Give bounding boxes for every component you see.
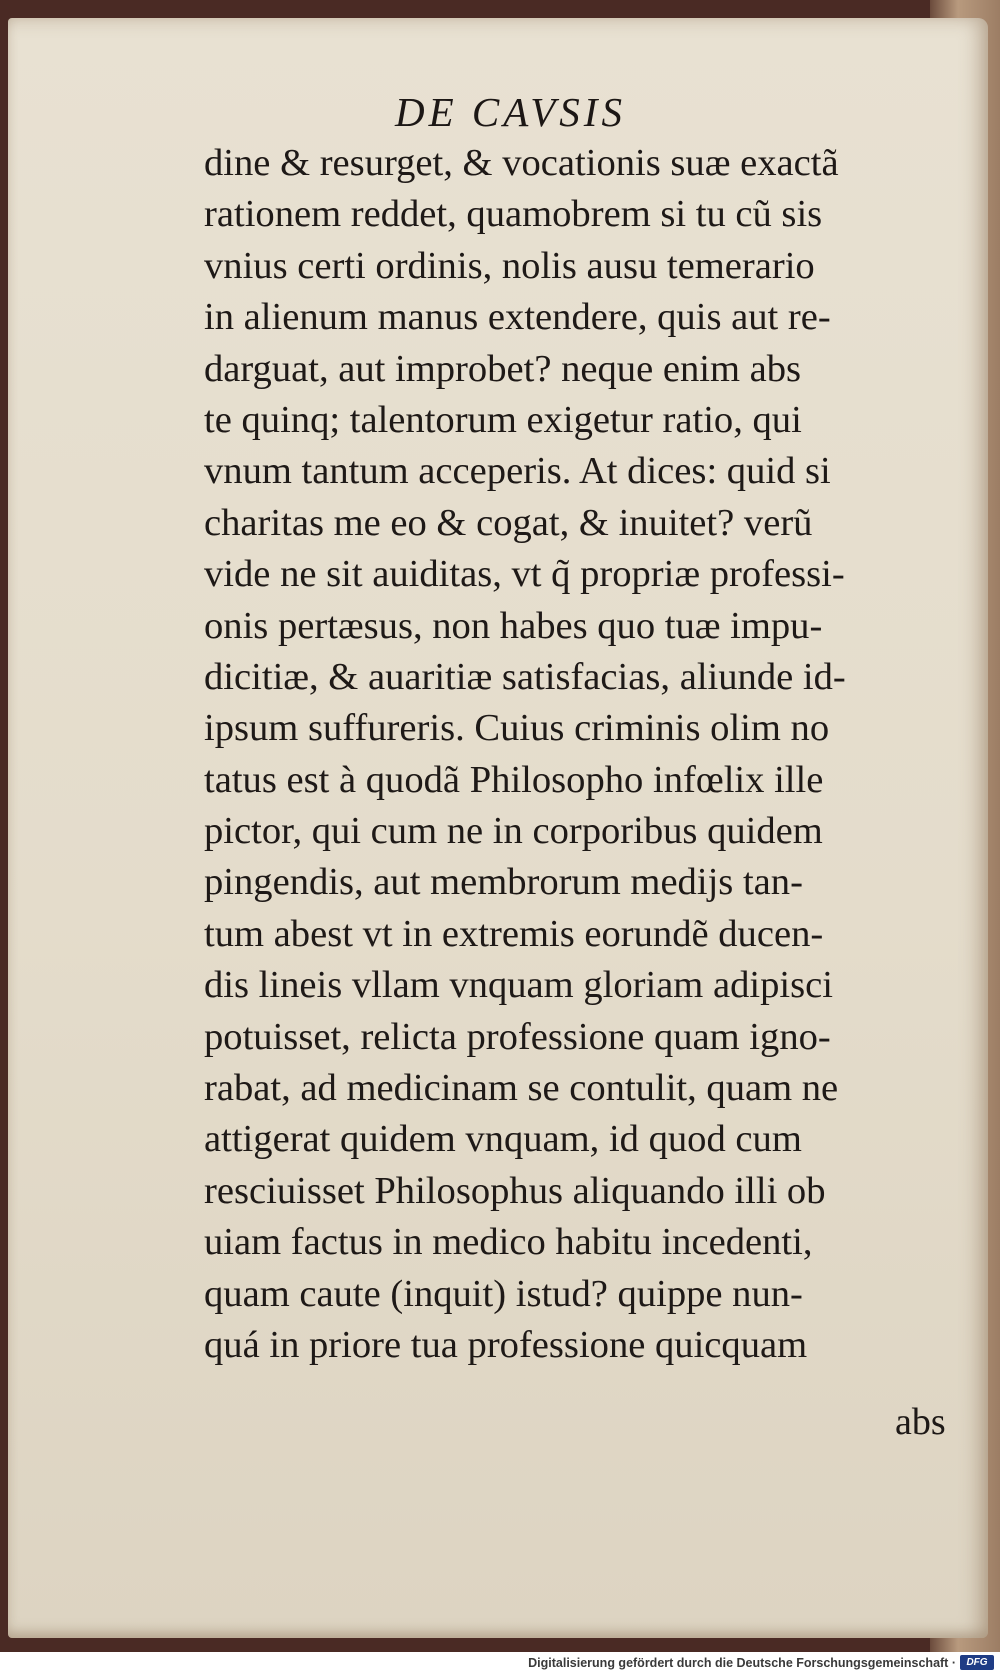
text-line: quá in priore tua professione quicquam (204, 1323, 808, 1366)
text-line: dis lineis vllam vnquam gloriam adipisci (204, 964, 833, 1007)
text-line: rationem reddet, quamobrem si tu cũ sis (204, 193, 823, 236)
text-line: in alienum manus extendere, quis aut re- (204, 296, 831, 339)
text-line: vnius certi ordinis, nolis ausu temerario (204, 244, 815, 287)
text-line: ipsum suffureris. Cuius criminis olim no (204, 707, 830, 750)
running-head: DE CAVSIS (395, 89, 626, 135)
text-line: vnum tantum acceperis. At dices: quid si (204, 450, 831, 493)
text-line: vide ne sit auiditas, vt q̃ propriæ professi- (204, 553, 845, 596)
text-line: pingendis, aut membrorum medijs tan- (204, 861, 803, 904)
text-line: attigerat quidem vnquam, id quod cum (204, 1118, 802, 1161)
text-line: te quinq; talentorum exigetur ratio, qui (204, 398, 802, 441)
text-line: dine & resurget, & vocationis suæ exactã (204, 142, 839, 184)
text-line: quam caute (inquit) istud? quippe nun- (204, 1272, 803, 1315)
page-text (204, 138, 974, 1371)
text-line: uiam factus in medico habitu incedenti, (204, 1221, 813, 1264)
text-line: dicitiæ, & auaritiæ satisfacias, aliunde id- (204, 655, 846, 698)
text-line: charitas me eo & cogat, & inuitet? verũ (204, 501, 813, 544)
footer-credit: Digitalisierung gefördert durch die Deutsche Forschungsgemeinschaft · (528, 1656, 956, 1670)
text-line: rabat, ad medicinam se contulit, quam ne (204, 1067, 839, 1110)
text-line: resciuisset Philosophus aliquando illi ob (204, 1169, 826, 1212)
text-line: tatus est à quodã Philosopho infœlix ille (204, 758, 824, 801)
text-line: potuisset, relicta professione quam igno- (204, 1015, 831, 1058)
catchword: abs (895, 1401, 946, 1443)
text-line: tum abest vt in extremis eorundẽ ducen- (204, 912, 824, 955)
text-line: darguat, aut improbet? neque enim abs (204, 347, 802, 390)
text-line: onis pertæsus, non habes quo tuæ impu- (204, 604, 823, 647)
text-line: pictor, qui cum ne in corporibus quidem (204, 810, 823, 853)
dfg-logo: DFG (960, 1655, 994, 1670)
